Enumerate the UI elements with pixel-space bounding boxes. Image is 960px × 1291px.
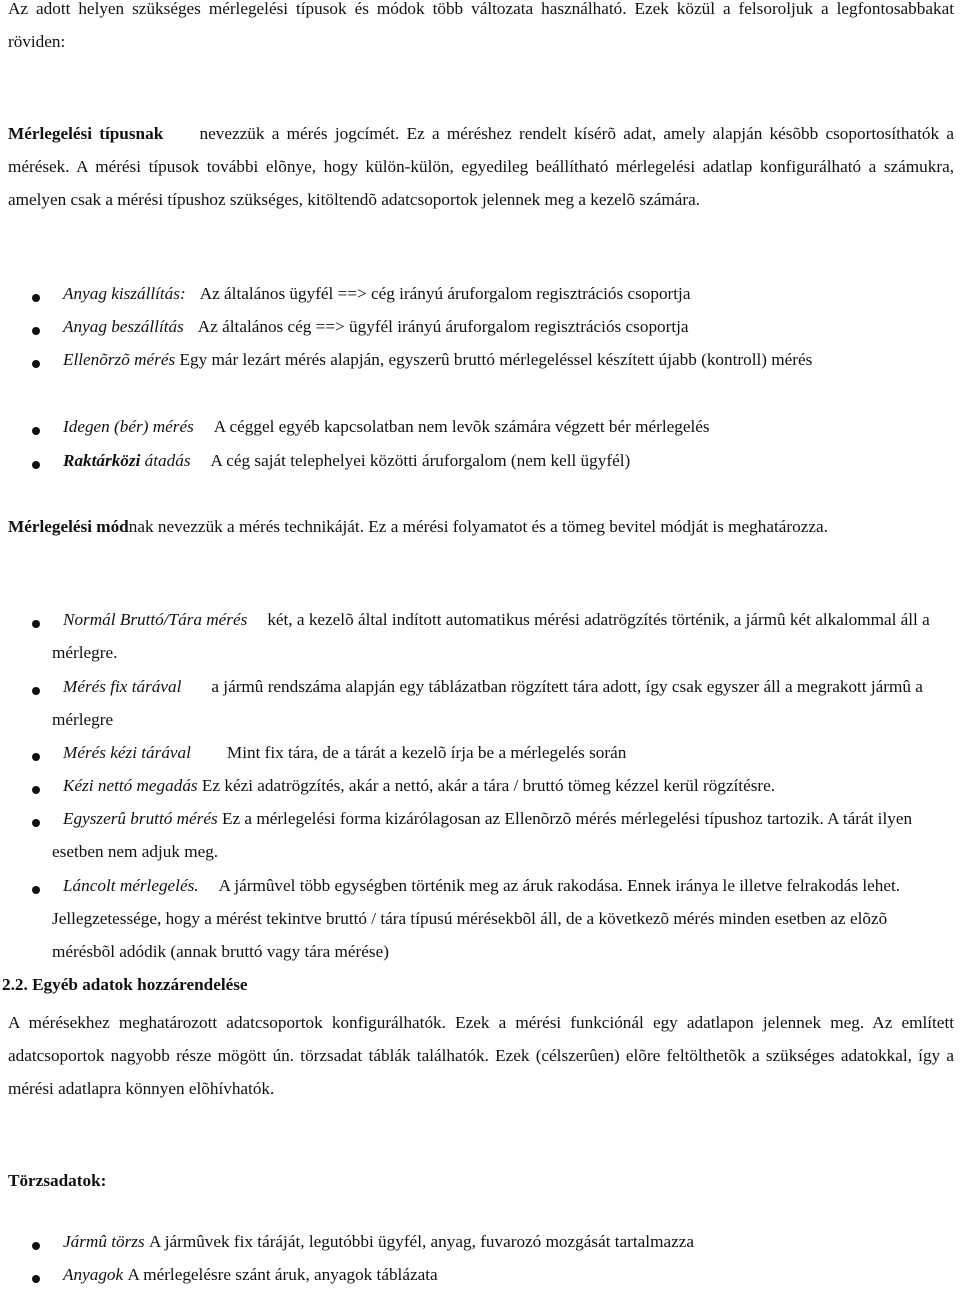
section-paragraph: A mérésekhez meghatározott adatcsoportok konfigurálhatók. Ezek a mérési funkciónál egy adatlapon jelennek meg. Az említett adatcsoportok nagyobb része mögött ún. törzsadat táblák találhatók. Ezek (célszerûen) elõre feltölthetõk a szükséges adatokkal, így a mérési adatlapra könnyen elõhívhatók.	[8, 1013, 954, 1098]
bullet-icon	[32, 294, 40, 302]
item-term: Láncolt mérlegelés.	[63, 876, 199, 895]
bullet-icon	[32, 753, 40, 761]
item-term: Kézi nettó megadás	[63, 776, 198, 795]
list-item	[52, 343, 942, 376]
bullet-icon	[32, 1275, 40, 1283]
torzsadatok-heading: Törzsadatok:	[8, 1171, 107, 1190]
bullet-icon	[32, 687, 40, 695]
mod-term: Mérlegelési mód	[8, 517, 129, 536]
bullet-icon	[32, 620, 40, 628]
list-item	[52, 802, 942, 868]
item-term: átadás	[144, 451, 191, 470]
tipus-paragraph	[8, 117, 954, 216]
mod-text: nak nevezzük a mérés technikáját. Ez a mérési folyamatot és a tömeg bevitel módját is meghatározza.	[128, 517, 828, 536]
tipus-text: nevezzük a mérés jogcímét. Ez a méréshez rendelt kísérõ adat, amely alapján késõbb csoportosíthatók a mérések. A mérési típusok további elõnye, hogy külön-külön, egyedileg beállítható mérlegelési adatlap konfigurálható a számukra, amelyen csak a mérési típushoz szükséges, kitöltendõ adatcsoportok jelennek meg a kezelõ számára.	[8, 124, 954, 209]
tipus-term: Mérlegelési típusnak	[8, 124, 164, 143]
list-item	[52, 410, 942, 443]
list-item	[52, 1258, 942, 1291]
item-term-bold: Raktárközi	[63, 451, 141, 470]
item-desc: A cég saját telephelyei közötti áruforgalom (nem kell ügyfél)	[210, 451, 631, 470]
list-item	[52, 670, 942, 736]
item-term: Anyag beszállítás	[63, 317, 184, 336]
list-item	[52, 444, 942, 477]
bullet-icon	[32, 886, 40, 894]
bullet-icon	[32, 327, 40, 335]
list-item	[52, 869, 942, 968]
item-desc: A céggel egyéb kapcsolatban nem levõk számára végzett bér mérlegelés	[213, 417, 710, 436]
item-term: Mérés fix tárával	[63, 677, 182, 696]
bullet-icon	[32, 360, 40, 368]
item-desc: Az általános ügyfél ==> cég irányú áruforgalom regisztrációs csoportja	[199, 284, 691, 303]
bullet-icon	[32, 461, 40, 469]
list-item	[52, 603, 942, 669]
bullet-icon	[32, 786, 40, 794]
item-desc: Ez kézi adatrögzítés, akár a nettó, akár a tára / bruttó tömeg kézzel kerül rögzítésre.	[201, 776, 776, 795]
list-item	[52, 1225, 942, 1258]
item-term: Jármû törzs	[63, 1232, 145, 1251]
item-desc: két, a kezelõ által indított automatikus mérési adatrögzítés történik, a jármû két alkalommal áll a mérlegre.	[52, 610, 930, 662]
item-desc: A jármûvel több egységben történik meg az áruk rakodása. Ennek iránya le illetve felrakodás lehet. Jellegzetessége, hogy a mérést tekintve bruttó / tára típusú mérésekbõl áll, de a következõ mérés minden esetben az elõzõ mérésbõl adódik (annak bruttó vagy tára mérése)	[52, 876, 901, 961]
list-item	[52, 277, 942, 310]
item-term: Ellenõrzõ mérés	[63, 350, 176, 369]
item-desc: Ez a mérlegelési forma kizárólagosan az Ellenõrzõ mérés mérlegelési típushoz tartozik. A tárát ilyen esetben nem adjuk meg.	[52, 809, 913, 861]
item-desc: Egy már lezárt mérés alapján, egyszerû bruttó mérlegeléssel készített újabb (kontroll) mérés	[179, 350, 813, 369]
item-term: Mérés kézi tárával	[63, 743, 191, 762]
intro-paragraph: Az adott helyen szükséges mérlegelési típusok és módok több változata használható. Ezek közül a felsoroljuk a legfontosabbakat röviden:	[8, 0, 954, 51]
item-desc: A jármûvek fix táráját, legutóbbi ügyfél, anyag, fuvarozó mozgását tartalmazza	[148, 1232, 694, 1251]
list-item	[52, 769, 942, 802]
mod-paragraph	[8, 510, 954, 543]
list-item	[52, 310, 942, 343]
bullet-icon	[32, 819, 40, 827]
item-desc: Mint fix tára, de a tárát a kezelõ írja be a mérlegelés során	[226, 743, 627, 762]
item-desc: Az általános cég ==> ügyfél irányú áruforgalom regisztrációs csoportja	[197, 317, 689, 336]
list-item	[52, 736, 942, 769]
section-heading: 2.2. Egyéb adatok hozzárendelése	[2, 975, 248, 994]
item-desc: a jármû rendszáma alapján egy táblázatban rögzített tára adott, így csak egyszer áll a megrakott jármû a mérlegre	[52, 677, 923, 729]
bullet-icon	[32, 1242, 40, 1250]
item-desc: A mérlegelésre szánt áruk, anyagok táblázata	[127, 1265, 438, 1284]
item-term: Normál Bruttó/Tára mérés	[63, 610, 248, 629]
item-term: Idegen (bér) mérés	[63, 417, 194, 436]
item-term: Egyszerû bruttó mérés	[63, 809, 218, 828]
item-term: Anyag kiszállítás:	[63, 284, 186, 303]
bullet-icon	[32, 427, 40, 435]
item-term: Anyagok	[63, 1265, 124, 1284]
